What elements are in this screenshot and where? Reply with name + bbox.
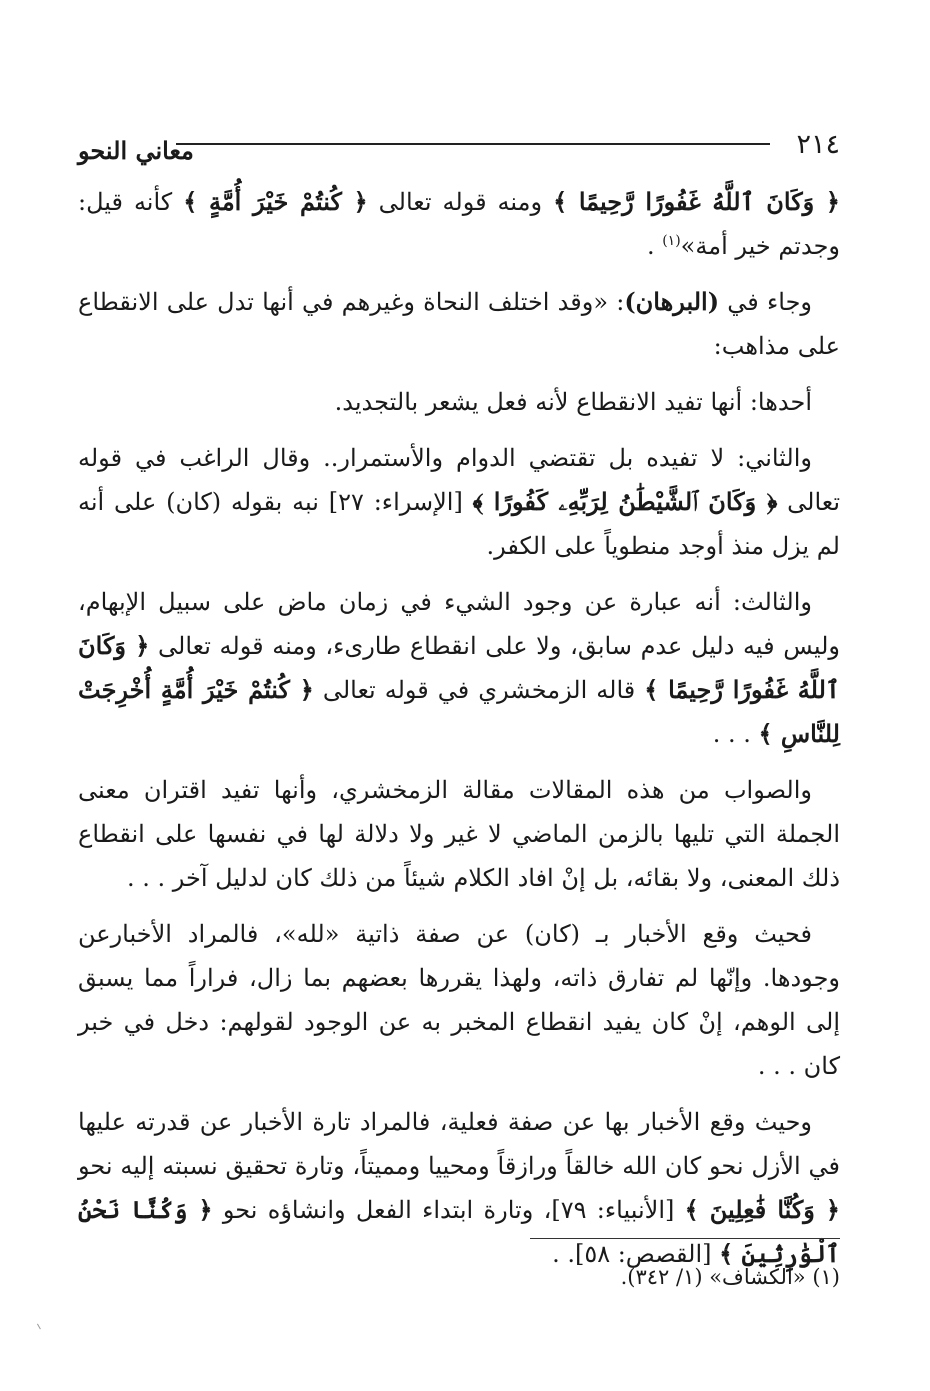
text-run: وجاء في xyxy=(719,288,812,316)
text-run: . . . xyxy=(712,720,759,748)
paragraph xyxy=(78,580,840,756)
text-run: : «وقد اختلف النحاة وغيرهم في أنها تدل على الانقطاع على مذاهب: xyxy=(78,288,840,360)
text-run: والثالث: أنه عبارة عن وجود الشيء في زمان ماض على سبيل الإبهام، وليس فيه دليل عدم سابق، ولا على انقطاع طارىء، ومنه قوله تعالى xyxy=(78,588,840,660)
paragraph xyxy=(78,1100,840,1276)
text-run: وحيث وقع الأخبار بها عن صفة فعلية، فالمراد تارة الأخبار عن قدرته عليها في الأزل نحو كان الله خالقاً ورازقاً ومحييا ومميتاً، وتارة تحقيق نسبته إليه نحو xyxy=(78,1108,840,1180)
text-run: [القصص: ٥٨]. . xyxy=(552,1240,720,1268)
text-run: قاله الزمخشري في قوله تعالى xyxy=(313,676,645,704)
header-rule xyxy=(176,143,770,145)
text-run: كأنه قيل: وجدتم خير أمة» xyxy=(78,188,840,260)
page-number: ٢١٤ xyxy=(796,129,840,160)
text-run: ومنه قوله تعالى xyxy=(367,188,554,216)
quran-verse: (البرهان) xyxy=(624,287,720,316)
scan-mark xyxy=(37,1321,46,1330)
text-run: والصواب من هذه المقالات مقالة الزمخشري، وأنها تفيد اقتران معنى الجملة التي تليها بالزمن الماضي لا غير ولا دلالة لها في نفسها على انقطاع ذلك المعنى، ولا بقائه، بل إنْ افاد الكلام شيئاً من ذلك كان لدليل آخر . . . xyxy=(78,776,840,892)
paragraph xyxy=(78,380,840,424)
footnote: (١) «الكشاف» (١/ ٣٤٢). xyxy=(620,1265,840,1289)
running-title: معاني النحو xyxy=(78,136,194,165)
text-run: فحيث وقع الأخبار بـ (كان) عن صفة ذاتية «لله»، فالمراد الأخبارعن وجودها. وإنّها لم تفارق ذاته، ولهذا يقررها بعضهم بما زال، فراراً مما يسبق إلى الوهم، إنْ كان يفيد انقطاع المخبر به عن الوجود لقولهم: دخل في خبر كان . . . xyxy=(78,920,840,1080)
footnote-ref: (١) xyxy=(662,233,681,249)
quran-verse: ﴿ وَكَانَ ٱللَّهُ غَفُورًا رَّحِيمًا ﴾ xyxy=(78,631,840,704)
text-run: [الإسراء: ٢٧] نبه بقوله (كان) على أنه لم يزل منذ أوجد منطوياً على الكفر. xyxy=(78,488,840,560)
paragraph xyxy=(78,768,840,900)
text-run: . xyxy=(646,232,663,260)
text-run: [الأنبياء: ٧٩]، وتارة ابتداء الفعل وانشاؤه نحو xyxy=(212,1196,685,1224)
quran-verse: ﴿ وَكُنَّا نَحْنُ ٱلْوَٰرِثِينَ ﴾ xyxy=(78,1195,840,1268)
body-text xyxy=(78,180,840,1288)
quran-verse: ﴿ كُنتُمْ خَيْرَ أُمَّةٍ أُخْرِجَتْ لِلنَّاسِ ﴾ xyxy=(78,675,840,748)
paragraph xyxy=(78,436,840,568)
paragraph xyxy=(78,912,840,1088)
paragraph xyxy=(78,280,840,368)
quran-verse: ﴿ كُنتُمْ خَيْرَ أُمَّةٍ ﴾ xyxy=(183,187,368,216)
footnote-rule xyxy=(530,1238,840,1239)
quran-verse: ﴿ وَكَانَ ٱلشَّيْطَٰنُ لِرَبِّهِۦ كَفُورًا ﴾ xyxy=(472,487,778,516)
text-run: والثاني: لا تفيده بل تقتضي الدوام والأستمرار.. وقال الراغب في قوله تعالى xyxy=(78,444,841,516)
quran-verse: ﴿ وَكُنَّا فَٰعِلِينَ ﴾ xyxy=(684,1195,840,1224)
quran-verse: ﴿ وَكَانَ ٱللَّهُ غَفُورًا رَّحِيمًا ﴾ xyxy=(553,187,840,216)
page-header xyxy=(78,128,840,168)
text-run: أحدها: أنها تفيد الانقطاع لأنه فعل يشعر بالتجديد. xyxy=(334,388,812,416)
paragraph xyxy=(78,180,840,268)
